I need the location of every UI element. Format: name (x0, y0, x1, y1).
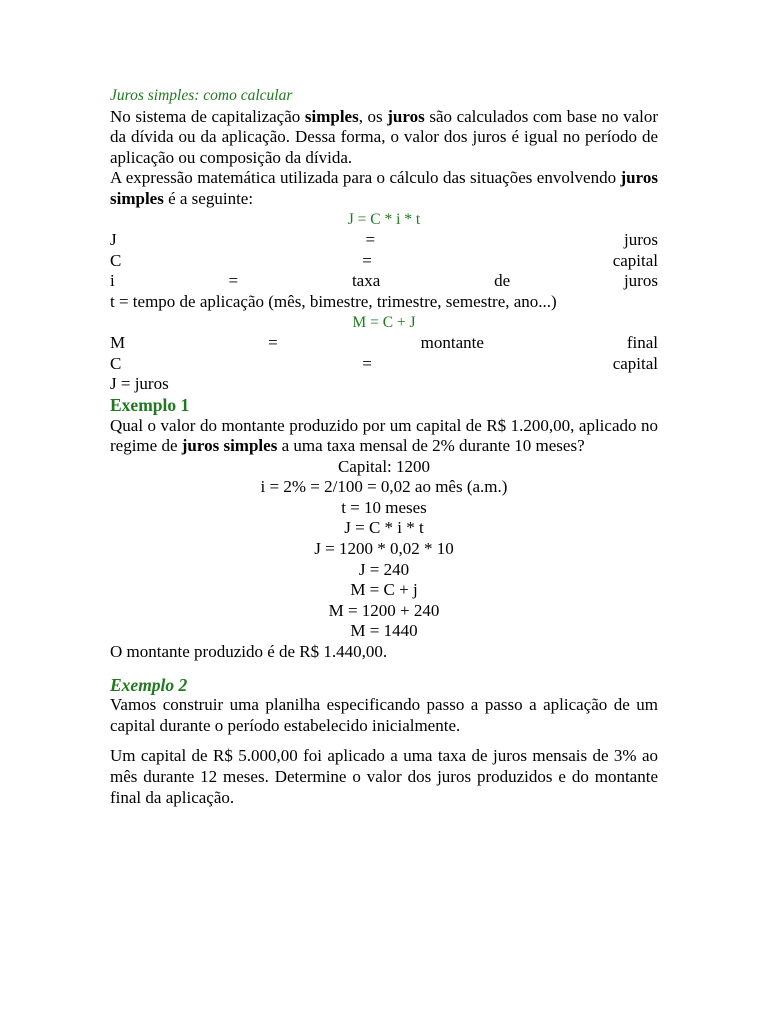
definition-equals: = (362, 250, 372, 270)
definition-meaning: juros (624, 230, 658, 250)
definition-symbol: C (110, 250, 122, 270)
definition-word: taxa (351, 271, 381, 291)
definition-row (110, 333, 658, 354)
definition-equals: = (365, 230, 376, 250)
definition-symbol: C (110, 353, 122, 373)
calculation-step: J = C * i * t (344, 518, 424, 538)
definition-meaning: capital (612, 250, 658, 270)
example-2-paragraph-1: Vamos construir uma planilha especificando passo a passo a aplicação de um capital durante o período estabelecido inicialmente. (110, 695, 658, 735)
definition-symbol: i (110, 271, 115, 291)
definition-j: J = juros (110, 374, 169, 394)
definition-word: de (494, 271, 511, 291)
calculation-step: M = C + j (350, 580, 418, 600)
section-title: Juros simples: como calcular (110, 87, 293, 104)
example-1-heading: Exemplo 1 (110, 394, 190, 415)
example-1-text: Qual o valor do montante produzido por um capital de R$ 1.200,00, aplicado no regime de (110, 415, 658, 456)
document-content (110, 86, 658, 808)
example-2-heading: Exemplo 2 (110, 674, 188, 695)
calculation-step: J = 1200 * 0,02 * 10 (314, 539, 454, 559)
definition-row (110, 271, 658, 292)
intro-text: , os (358, 106, 383, 126)
definition-meaning: capital (612, 353, 658, 373)
intro-paragraph-2 (110, 168, 658, 209)
calculation-step: t = 10 meses (341, 497, 427, 517)
intro-text: são calculados com base no valor da dívida ou da aplicação. Dessa forma, o valor dos juros é igual no período de aplicação ou composição da dívida. (110, 106, 659, 167)
definition-symbol: J (110, 230, 117, 250)
formula-juros: J = C * i * t (347, 210, 421, 228)
definition-equals: = (362, 353, 372, 373)
definition-row (110, 251, 658, 272)
intro-text: No sistema de capitalização (110, 106, 301, 126)
definition-word: final (626, 333, 658, 353)
calculation-step: J = 240 (358, 559, 410, 579)
definition-word: juros (623, 271, 658, 291)
spacer (110, 736, 658, 746)
definition-row (110, 230, 658, 251)
intro-bold-simples: simples (304, 106, 359, 126)
definition-equals: = (228, 271, 239, 291)
intro-bold-juros-simples: juros simples (110, 168, 658, 208)
spacer (110, 663, 658, 675)
definition-t: t = tempo de aplicação (mês, bimestre, trimestre, semestre, ano...) (110, 291, 557, 311)
example-1-question (110, 416, 658, 457)
intro-text: é a seguinte: (168, 188, 254, 208)
calculation-step: Capital: 1200 (337, 456, 431, 476)
definition-symbol: M (110, 333, 126, 353)
calculation-step: M = 1440 (350, 621, 418, 641)
example-2-paragraph-2: Um capital de R$ 5.000,00 foi aplicado a uma taxa de juros mensais de 3% ao mês durante 12 meses. Determine o valor dos juros produzidos e do montante final da aplicação. (110, 746, 658, 807)
formula-montante: M = C + J (352, 313, 416, 331)
intro-paragraph-1 (110, 107, 658, 169)
example-1-steps (110, 457, 658, 642)
example-1-bold-juros-simples: juros simples (181, 436, 278, 456)
example-1-text: a uma taxa mensal de 2% durante 10 meses? (281, 436, 585, 456)
calculation-step: M = 1200 + 240 (328, 600, 440, 620)
intro-bold-juros: juros (387, 106, 425, 126)
intro-text: A expressão matemática utilizada para o cálculo das situações envolvendo (110, 168, 617, 188)
definition-row (110, 354, 658, 375)
calculation-step: i = 2% = 2/100 = 0,02 ao mês (a.m.) (260, 477, 508, 497)
definition-word: montante (420, 333, 484, 353)
definition-equals: = (268, 333, 278, 353)
example-1-answer: O montante produzido é de R$ 1.440,00. (110, 642, 388, 662)
